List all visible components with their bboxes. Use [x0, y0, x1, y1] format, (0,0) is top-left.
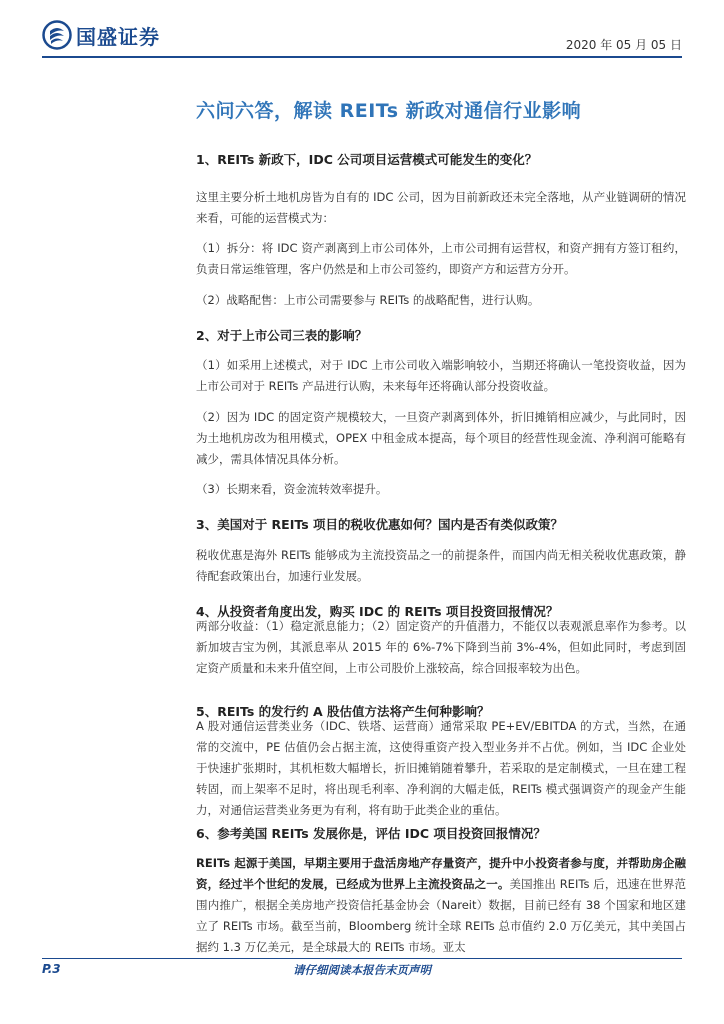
- paragraph: [196, 187, 686, 229]
- guosheng-logo-icon: [42, 20, 72, 50]
- paragraph: [196, 479, 686, 500]
- paragraph: [196, 407, 686, 470]
- header-divider: [42, 56, 682, 58]
- paragraph-text: 两部分收益：（1）稳定派息能力；（2）固定资产的升值潜力，不能仅以表观派息率作为参考。以新加坡吉宝为例，其派息率从 2015 年的 6%-7%下降到当前 3%-4%，但如此同时，考虑到固定资产质量和未来升值空间，上市公司股价上涨较高，综合回报率较为出色。: [196, 619, 686, 675]
- page-number: P.3: [42, 962, 61, 976]
- page-title: 六问六答，解读 REITs 新政对通信行业影响: [196, 100, 582, 122]
- paragraph: [196, 545, 686, 587]
- footer-disclaimer: 请仔细阅读本报告末页声明: [293, 963, 431, 977]
- paragraph-text: （1）如采用上述模式，对于 IDC 上市公司收入端影响较小，当期还将确认一笔投资收益，因为上市公司对于 REITs 产品进行认购，未来每年还将确认部分投资收益。: [196, 358, 686, 393]
- footer-divider: [42, 958, 682, 959]
- section-6: [196, 824, 686, 842]
- paragraph: [196, 238, 686, 280]
- paragraph-text: （2）战略配售：上市公司需要参与 REITs 的战略配售，进行认购。: [196, 293, 540, 307]
- paragraph-continuation: 美国推出 REITs 后，迅速在世界范围内推广，根据全美房地产投资信托基金协会（Nareit）数据，目前已经有 38 个国家和地区建立了 REITs 市场。截至当前，Bloomberg 统计全球 REITs 总市值约 2.0 万亿美元，其中美国占据约 1.3 万亿美元，是全球最大的 REITs 市场。亚太: [196, 877, 686, 954]
- paragraph: [196, 853, 686, 958]
- paragraph-text: （3）长期来看，资金流转效率提升。: [196, 482, 388, 496]
- paragraph-text: （2）因为 IDC 的固定资产规模较大，一旦资产剥离到体外，折旧摊销相应减少，与此同时，因为土地机房改为租用模式，OPEX 中租金成本提高，每个项目的经营性现金流、净利润可能略有减少，需具体情况具体分析。: [196, 410, 686, 466]
- paragraph-text: （1）拆分：将 IDC 资产剥离到上市公司体外，上市公司拥有运营权，和资产拥有方签订租约，负责日常运维管理，客户仍然是和上市公司签约，即资产方和运营方分开。: [196, 241, 686, 276]
- section-heading: 5、REITs 的发行约 A 股估值方法将产生何种影响？: [196, 704, 490, 719]
- paragraph: [196, 290, 686, 311]
- logo-text: 国盛证券: [76, 24, 160, 49]
- section-heading: 6、参考美国 REITs 发展你是，评估 IDC 项目投资回报情况？: [196, 826, 546, 841]
- paragraph: [196, 616, 686, 679]
- page-header: [0, 0, 724, 60]
- report-date: 2020 年 05 月 05 日: [565, 38, 682, 52]
- section-heading: 3、美国对于 REITs 项目的税收优惠如何？国内是否有类似政策？: [196, 517, 564, 532]
- brand-logo: [42, 20, 160, 50]
- section-2: [196, 326, 686, 344]
- section-heading: 4、从投资者角度出发，购买 IDC 的 REITs 项目投资回报情况？: [196, 604, 559, 619]
- emphasis-text: REITs 起源于美国，早期主要用于盘活房地产存量资产，提升中小投资者参与度，并帮助房企融资，经过半个世纪的发展，已经成为世界上主流投资品之一。: [196, 856, 686, 891]
- section-heading: 2、对于上市公司三表的影响？: [196, 328, 368, 343]
- paragraph-text: A 股对通信运营类业务（IDC、铁塔、运营商）通常采取 PE+EV/EBITDA 的方式，当然，在通常的交流中，PE 估值仍会占据主流，这使得重资产投入型业务并不占优。例如，当 IDC 企业处于快速扩张期时，其机柜数大幅增长，折旧摊销随着攀升，若采取的是定制模式，一旦在建工程转固，而上架率不足时，将出现毛利率、净利润的大幅走低，REITs 模式强调资产的现金产生能力，对通信运营类业务更为有利，将有助于此类企业的重估。: [196, 719, 686, 817]
- section-1: [196, 150, 686, 168]
- paragraph-text: 这里主要分析土地机房皆为自有的 IDC 公司，因为目前新政还未完全落地，从产业链调研的情况来看，可能的运营模式为：: [196, 190, 686, 225]
- section-3: [196, 515, 686, 533]
- section-heading: 1、REITs 新政下，IDC 公司项目运营模式可能发生的变化？: [196, 152, 538, 167]
- paragraph-text: 税收优惠是海外 REITs 能够成为主流投资品之一的前提条件，而国内尚无相关税收优惠政策，静待配套政策出台，加速行业发展。: [196, 548, 686, 583]
- paragraph: [196, 716, 686, 821]
- paragraph: [196, 355, 686, 397]
- paragraph-text: [196, 853, 686, 958]
